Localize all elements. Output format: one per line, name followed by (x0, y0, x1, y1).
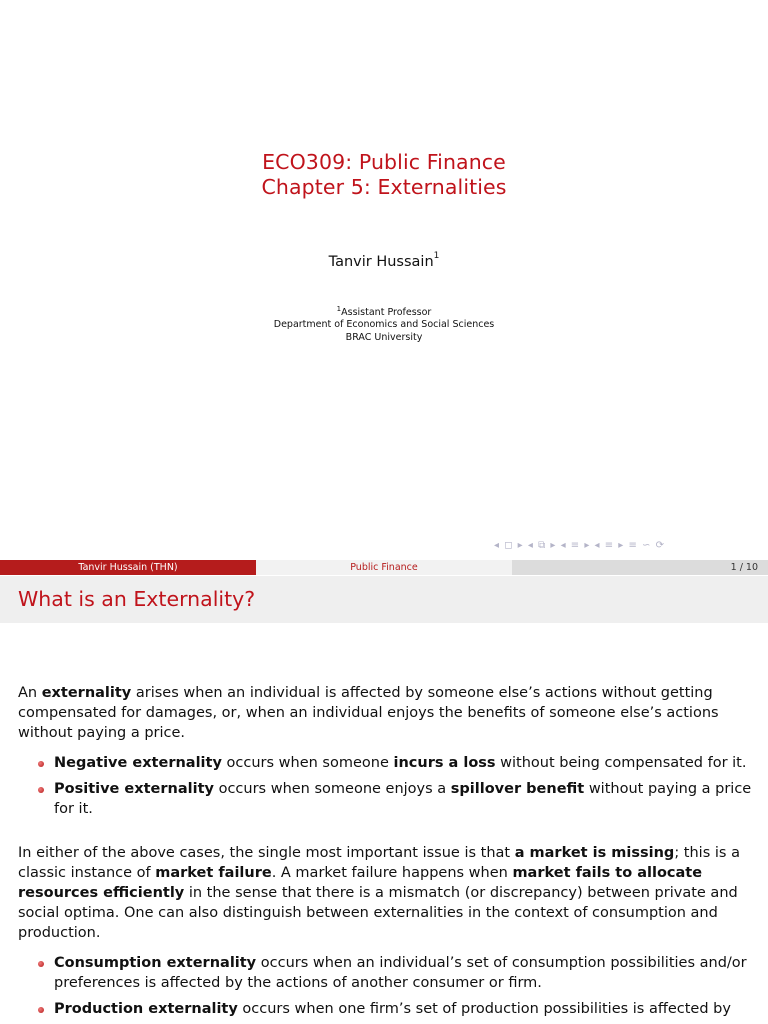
paragraph-definition: An externality arises when an individual is affected by someone else’s actions without getting compensated for damages, or, when an individual enjoys the benefits of someone else’s actions without paying a price. (18, 685, 719, 741)
bullet-icon (38, 961, 44, 967)
slide-footer (0, 560, 768, 575)
presentation-title: ECO309: Public Finance (262, 150, 506, 174)
list-item: Consumption externality occurs when an individual’s set of consumption possibilities and/or preferences is affected by the actions of another consumer or firm. (18, 953, 753, 993)
list-item: Negative externality occurs when someone incurs a loss without being compensated for it. (18, 753, 753, 773)
footer-author: Tanvir Hussain (THN) (0, 560, 256, 575)
affiliation-title: $^1$Assistant Professor (336, 305, 432, 319)
bullet-icon (38, 1007, 44, 1013)
paragraph-market-failure: In either of the above cases, the single most important issue is that a market is missing; this is a classic instance of market failure. A market failure happens when market fails to allocate resources efficiently in the sense that there is a mismatch (or discrepancy) between private and social optima. One can also distinguish between externalities in the context of consumption and production. (18, 845, 740, 941)
externality-context-list (18, 953, 753, 1019)
bullet-icon (38, 761, 44, 767)
footer-page-number: 1 / 10 (512, 560, 768, 575)
beamer-navigation-icons[interactable]: ◂ ◻ ▸ ◂ ⧉ ▸ ◂ ≡ ▸ ◂ ≡ ▸ ≡ ∽ ⟳ (494, 540, 665, 551)
frame-title-bar (0, 576, 768, 623)
list-item: Production externality occurs when one firm’s set of production possibilities is affected by (18, 999, 753, 1019)
author-name: Tanvir Hussain$^1$ (328, 251, 440, 270)
affiliation-university: BRAC University (345, 332, 423, 343)
footer-short-title: Public Finance (256, 560, 512, 575)
frame-title: What is an Externality? (18, 587, 256, 611)
slide-body (18, 683, 753, 1019)
affiliation-department: Department of Economics and Social Sciences (273, 319, 495, 330)
list-item: Positive externality occurs when someone enjoys a spillover benefit without paying a price for it. (18, 779, 753, 819)
content-slide (0, 576, 768, 1024)
presentation-subtitle: Chapter 5: Externalities (261, 175, 507, 199)
bullet-icon (38, 787, 44, 793)
externality-types-list (18, 753, 753, 819)
